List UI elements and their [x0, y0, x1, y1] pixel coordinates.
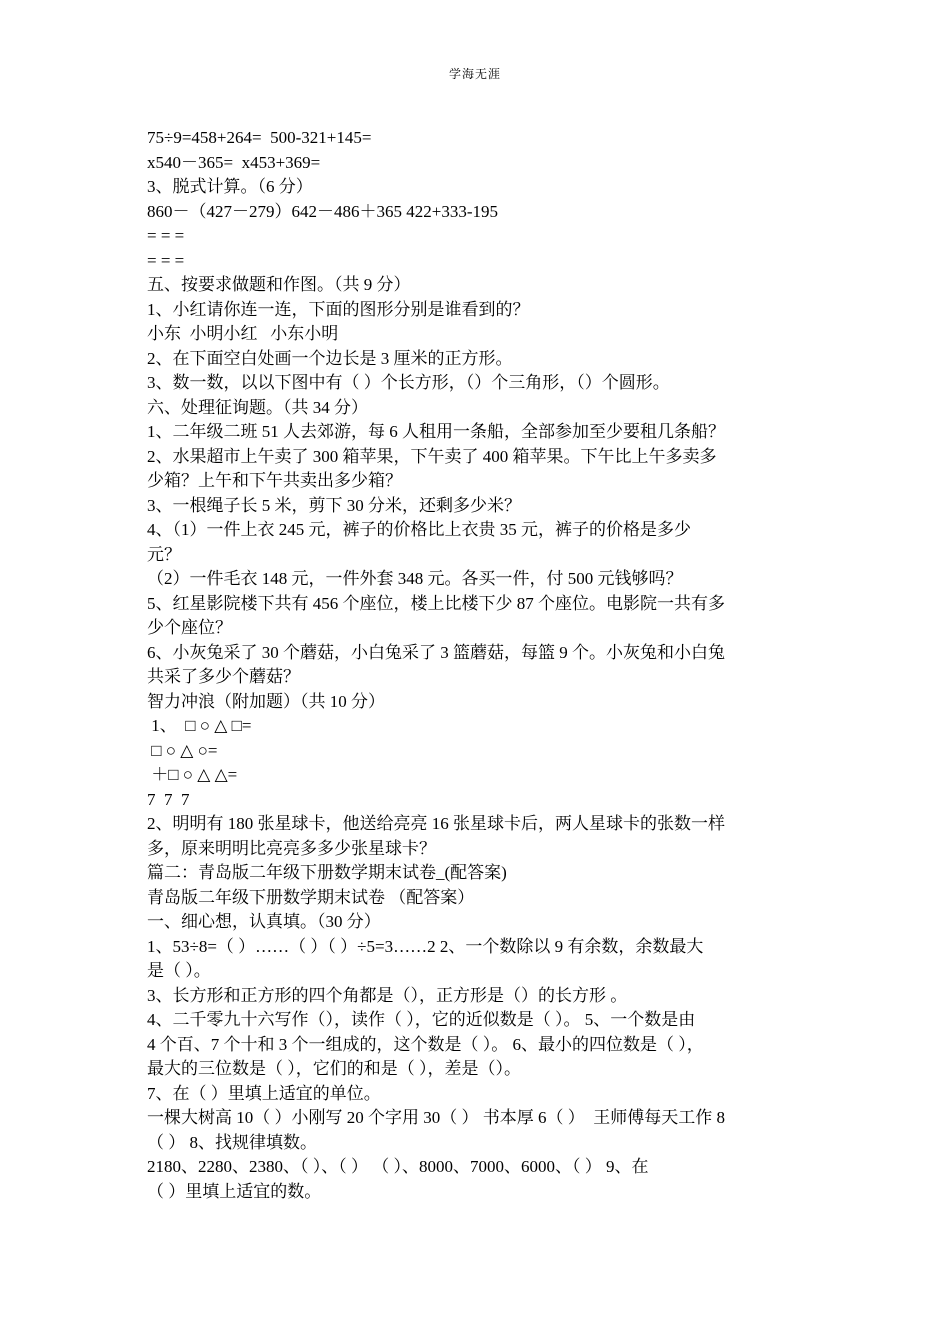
text-line: 共采了多少个蘑菇？ [147, 667, 300, 686]
text-line: 一棵大树高 10（ ）小刚写 20 个字用 30（ ） 书本厚 6（ ） 王师傅每天工作 8 [147, 1108, 725, 1127]
text-line: 2、在下面空白处画一个边长是 3 厘米的正方形。 [147, 348, 513, 368]
text-line: 少个座位？ [147, 618, 232, 637]
text-line: x540－365= x453+369= [147, 152, 321, 172]
text-line: （ ） 8、找规律填数。 [147, 1132, 317, 1152]
text-line: 7、在（ ）里填上适宜的单位。 [147, 1083, 381, 1103]
text-line: 小东 小明小红 小东小明 [147, 324, 339, 343]
section-heading: 篇二：青岛版二年级下册数学期末试卷_(配答案) [147, 863, 507, 882]
text-line: （2）一件毛衣 148 元，一件外套 348 元。各买一件，付 500 元钱够吗？ [147, 569, 683, 588]
section-heading: 智力冲浪（附加题）（共 10 分） [147, 691, 385, 711]
text-line: 6、小灰兔采了 30 个蘑菇，小白兔采了 3 篮蘑菇，每篮 9 个。小灰兔和小白兔 [147, 642, 725, 662]
section-heading: 六、处理征询题。（共 34 分） [147, 397, 368, 417]
text-line: ＋□ ○ △ △= [147, 765, 238, 784]
text-line: 2180、2280、2380、（ ）、（ ） （ ）、8000、7000、6000、（ ） 9、在 [147, 1157, 649, 1176]
text-line: □ ○ △ ○= [147, 740, 218, 760]
text-line: 元？ [147, 544, 181, 564]
text-line: 1、二年级二班 51 人去郊游，每 6 人租用一条船，全部参加至少要租几条船？ [147, 422, 725, 441]
text-line: 1、 □ ○ △ □= [147, 716, 252, 735]
text-line: 4、二千零九十六写作（），读作（ ），它的近似数是（ ）。 5、一个数是由 [147, 1010, 696, 1029]
text-line: 2、水果超市上午卖了 300 箱苹果，下午卖了 400 箱苹果。下午比上午多卖多 [147, 446, 717, 466]
text-line: = = = [147, 250, 185, 270]
text-line: 是（ ）。 [147, 961, 211, 980]
text-line: 多，原来明明比亮亮多多少张星球卡？ [147, 838, 436, 858]
text-line: 3、数一数，以以下图中有（ ）个长方形，（）个三角形，（）个圆形。 [147, 373, 670, 392]
text-line: 3、长方形和正方形的四个角都是（），正方形是（）的长方形 。 [147, 985, 628, 1005]
text-line: 4、（1）一件上衣 245 元，裤子的价格比上衣贵 35 元，裤子的价格是多少 [147, 520, 691, 539]
text-line: 75÷9=458+264= 500-321+145= [147, 128, 372, 147]
text-line: 860－（427－279）642－486＋365 422+333-195 [147, 201, 498, 221]
text-line: 1、53÷8=（ ）……（ ）（ ）÷5=3……2 2、一个数除以 9 有余数，余数最大 [147, 936, 704, 956]
text-line: 2、明明有 180 张星球卡，他送给亮亮 16 张星球卡后，两人星球卡的张数一样 [147, 814, 725, 833]
page-header: 学海无涯 [448, 67, 501, 81]
section-heading: 五、按要求做题和作图。（共 9 分） [147, 275, 411, 294]
section-heading: 一、细心想，认真填。（30 分） [147, 912, 381, 931]
text-line: 4 个百、7 个十和 3 个一组成的，这个数是（ ）。 6、最小的四位数是（ ）， [147, 1034, 704, 1054]
text-line: （ ）里填上适宜的数。 [147, 1181, 322, 1201]
text-line: = = = [147, 226, 185, 245]
document-body [147, 126, 807, 1204]
text-line: 7 7 7 [147, 789, 190, 809]
document-title: 青岛版二年级下册数学期末试卷 （配答案） [147, 887, 475, 907]
text-line: 1、小红请你连一连，下面的图形分别是谁看到的？ [147, 299, 530, 319]
text-line: 5、红星影院楼下共有 456 个座位，楼上比楼下少 87 个座位。电影院一共有多 [147, 593, 725, 613]
text-line: 3、一根绳子长 5 米，剪下 30 分米，还剩多少米？ [147, 495, 521, 515]
text-line: 最大的三位数是（ ），它们的和是（ ），差是（）。 [147, 1059, 521, 1078]
text-line: 3、脱式计算。（6 分） [147, 177, 313, 196]
text-line: 少箱？上午和下午共卖出多少箱？ [147, 471, 402, 490]
